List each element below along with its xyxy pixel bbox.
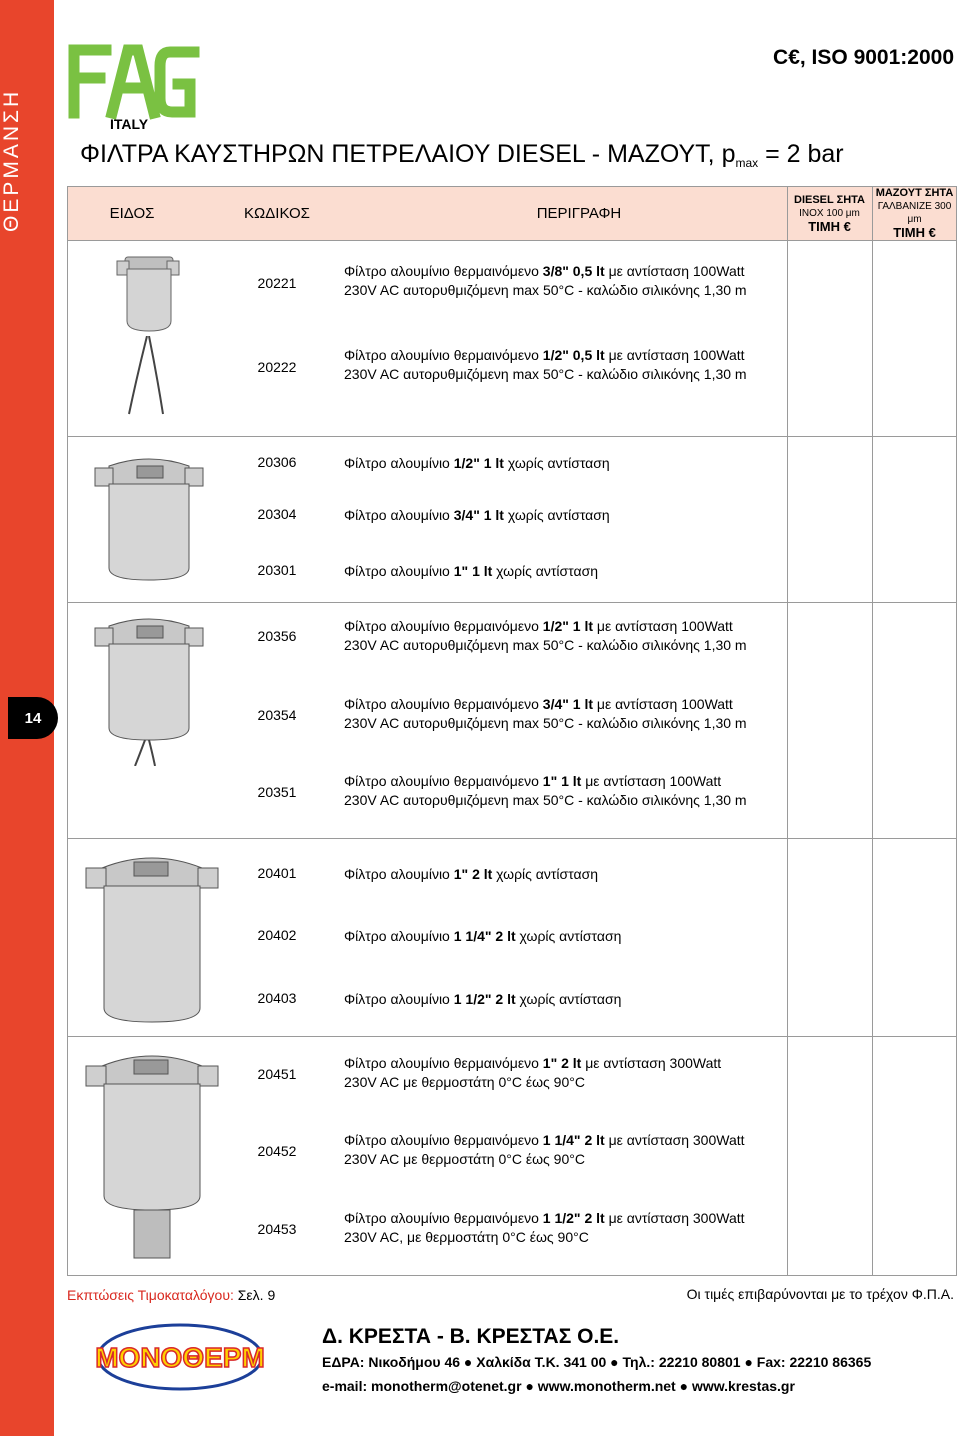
group-divider — [67, 436, 957, 437]
page-number: 14 — [8, 697, 58, 739]
vat-note: Οι τιμές επιβαρύνονται με το τρέχον Φ.Π.Α. — [686, 1286, 954, 1302]
product-code: 20356 — [257, 628, 297, 644]
group-divider — [67, 602, 957, 603]
filter-image-2lt — [82, 848, 222, 1028]
filter-image-small — [107, 251, 187, 341]
company-contact: e-mail: monotherm@otenet.gr ● www.monotherm.net ● www.krestas.gr — [322, 1378, 795, 1394]
product-code: 20452 — [257, 1143, 297, 1159]
cable-image — [127, 336, 167, 416]
product-code: 20222 — [257, 359, 297, 375]
product-code: 20453 — [257, 1221, 297, 1237]
title-tail: = 2 bar — [758, 140, 844, 168]
price-diesel-l2: INOX 100 μm — [799, 207, 860, 219]
certification-text: C€, ISO 9001:2000 — [773, 46, 954, 69]
product-table — [67, 186, 957, 1276]
header-type: ΕΙΔΟΣ — [109, 204, 155, 222]
product-description: Φίλτρο αλουμίνιο 1 1/4" 2 lt χωρίς αντίσταση — [344, 928, 622, 944]
company-address: ΕΔΡΑ: Νικοδήμου 46 ● Χαλκίδα Τ.Κ. 341 00 ● Τηλ.: 22210 80801 ● Fax: 22210 86365 — [322, 1354, 872, 1370]
header-price-mazout — [872, 186, 957, 240]
product-code: 20402 — [257, 927, 297, 943]
grid-line — [67, 186, 957, 187]
price-mazout-l2: ΓΑΛΒΑΝΙΖΕ 300 μm — [877, 201, 952, 225]
price-diesel-l1: DIESEL ΣΗΤΑ — [794, 193, 865, 206]
price-mazout-l3: ΤΙΜΗ € — [893, 225, 936, 240]
product-description: Φίλτρο αλουμίνιο θερμαινόμενο 1" 1 lt με αντίσταση 100Watt 230V AC αυτορυθμιζόμενη max 50°C - καλώδιο σιλικόνης 1,30 m — [344, 773, 747, 808]
product-description: Φίλτρο αλουμίνιο 1" 2 lt χωρίς αντίσταση — [344, 866, 599, 882]
grid-line — [67, 240, 957, 241]
product-description: Φίλτρο αλουμίνιο θερμαινόμενο 1/2" 1 lt με αντίσταση 100Watt 230V AC αυτορυθμιζόμενη max 50°C - καλώδιο σιλικόνης 1,30 m — [344, 618, 747, 653]
product-code: 20401 — [257, 865, 297, 881]
product-code: 20451 — [257, 1066, 297, 1082]
product-description: Φίλτρο αλουμίνιο θερμαινόμενο 1/2" 0,5 lt με αντίσταση 100Watt 230V AC αυτορυθμιζόμενη max 50°C - καλώδιο σιλικόνης 1,30 m — [344, 347, 747, 382]
title-subscript: max — [735, 156, 759, 170]
product-code: 20221 — [257, 275, 297, 291]
group-divider — [67, 1036, 957, 1037]
product-description: Φίλτρο αλουμίνιο 3/4" 1 lt χωρίς αντίσταση — [344, 507, 610, 523]
product-description: Φίλτρο αλουμίνιο 1 1/2" 2 lt χωρίς αντίσταση — [344, 991, 622, 1007]
product-description: Φίλτρο αλουμίνιο θερμαινόμενο 3/8" 0,5 lt με αντίσταση 100Watt 230V AC αυτορυθμιζόμενη max 50°C - καλώδιο σιλικόνης 1,30 m — [344, 263, 747, 298]
product-code: 20354 — [257, 707, 297, 723]
filter-image-1lt-heated — [89, 616, 209, 766]
discount-page: Σελ. 9 — [237, 1287, 276, 1303]
product-code: 20304 — [257, 506, 297, 522]
product-description: Φίλτρο αλουμίνιο 1" 1 lt χωρίς αντίσταση — [344, 563, 599, 579]
product-description: Φίλτρο αλουμίνιο θερμαινόμενο 3/4" 1 lt με αντίσταση 100Watt 230V AC αυτορυθμιζόμενη max 50°C - καλώδιο σιλικόνης 1,30 m — [344, 696, 747, 731]
logo-subtitle: ITALY — [110, 116, 149, 132]
section-label: ΘΕΡΜΑΝΣΗ — [0, 88, 23, 232]
filter-image-2lt-heated — [82, 1046, 222, 1266]
product-code: 20306 — [257, 454, 297, 470]
company-name: Δ. ΚΡΕΣΤΑ - Β. ΚΡΕΣΤΑΣ Ο.Ε. — [322, 1325, 620, 1348]
grid-line — [872, 186, 873, 1276]
grid-line — [67, 1275, 957, 1276]
product-description: Φίλτρο αλουμίνιο θερμαινόμενο 1" 2 lt με αντίσταση 300Watt 230V AC με θερμοστάτη 0°C έως 90°C — [344, 1055, 722, 1090]
product-description: Φίλτρο αλουμίνιο θερμαινόμενο 1 1/2" 2 lt με αντίσταση 300Watt 230V AC, με θερμοστάτη 0°C έως 90°C — [344, 1210, 745, 1245]
header-price-diesel — [787, 186, 872, 240]
monotherm-logo — [95, 1322, 265, 1392]
product-code: 20403 — [257, 990, 297, 1006]
product-code: 20351 — [257, 784, 297, 800]
filter-image-1lt — [89, 456, 209, 586]
product-code: 20301 — [257, 562, 297, 578]
price-diesel-l3: ΤΙΜΗ € — [808, 218, 851, 234]
header-code: ΚΩΔΙΚΟΣ — [244, 204, 310, 222]
title-main: ΦΙΛΤΡΑ ΚΑΥΣΤΗΡΩΝ ΠΕΤΡΕΛΑΙΟΥ DIESEL - ΜΑΖΟΥΤ, p — [80, 140, 736, 168]
group-divider — [67, 838, 957, 839]
price-mazout-l1: ΜΑΖΟΥΤ ΣΗΤΑ — [875, 187, 954, 199]
grid-line — [67, 186, 68, 1276]
page-title — [80, 140, 844, 170]
product-description: Φίλτρο αλουμίνιο 1/2" 1 lt χωρίς αντίσταση — [344, 455, 610, 471]
svg-text:ΜΟΝΟΘΕΡΜ: ΜΟΝΟΘΕΡΜ — [95, 1342, 265, 1373]
product-description: Φίλτρο αλουμίνιο θερμαινόμενο 1 1/4" 2 lt με αντίσταση 300Watt 230V AC με θερμοστάτη 0°C έως 90°C — [344, 1132, 745, 1167]
discount-note: Εκπτώσεις Τιμοκαταλόγου: Σελ. 9 — [67, 1287, 276, 1303]
header-description: ΠΕΡΙΓΡΑΦΗ — [536, 204, 622, 222]
grid-line — [956, 186, 957, 1276]
